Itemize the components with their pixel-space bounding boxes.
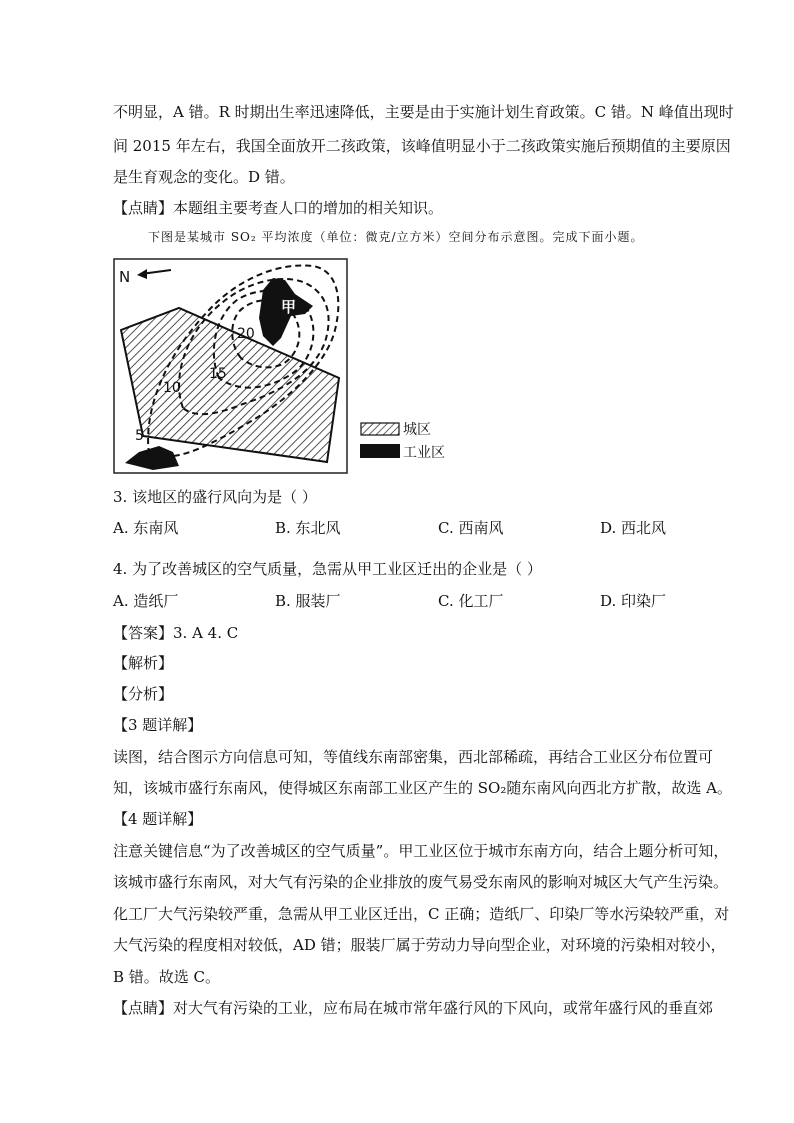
- question-3-option-a: A. 东南风: [113, 519, 179, 537]
- question-3-option-c: C. 西南风: [438, 519, 504, 537]
- question-4-option-d: D. 印染厂: [600, 592, 667, 610]
- figure-caption: 下图是某城市 SO₂ 平均浓度（单位：微克/立方米）空间分布示意图。完成下面小题。: [148, 230, 644, 244]
- text-line: 间 2015 年左右，我国全面放开二孩政策，该峰值明显小于二孩政策实施后预期值的主要原因: [113, 137, 731, 155]
- text-line: 【点睛】对大气有污染的工业，应布局在城市常年盛行风的下风向，或常年盛行风的垂直郊: [113, 999, 714, 1017]
- text-line: B 错。故选 C。: [113, 968, 221, 986]
- contour-label: 10: [163, 380, 181, 396]
- text-line: 该城市盛行东南风，对大气有污染的企业排放的废气易受东南风的影响对城区大气产生污染。: [113, 873, 729, 891]
- question-3-option-b: B. 东北风: [275, 519, 341, 537]
- answer-line: 【答案】3. A 4. C: [113, 624, 239, 642]
- analysis-heading: 【4 题详解】: [113, 810, 203, 828]
- legend-label-city: 城区: [403, 422, 431, 438]
- analysis-heading: 【分析】: [113, 685, 174, 703]
- question-3-stem: 3. 该地区的盛行风向为是（ ）: [113, 488, 317, 506]
- contour-label: 20: [237, 326, 255, 342]
- text-line: 知，该城市盛行东南风，使得城区东南部工业区产生的 SO₂随东南风向西北方扩散，故选 A。: [113, 779, 732, 797]
- so2-map: [113, 258, 348, 474]
- text-line: 注意关键信息“为了改善城区的空气质量”。甲工业区位于城市东南方向，结合上题分析可知，: [113, 842, 729, 860]
- text-line: 是生育观念的变化。D 错。: [113, 168, 295, 186]
- question-4-option-c: C. 化工厂: [438, 592, 504, 610]
- question-4-option-a: A. 造纸厂: [113, 592, 179, 610]
- so2-map-figure: [113, 258, 348, 474]
- text-line: 不明显，A 错。R 时期出生率迅速降低，主要是由于实施计划生育政策。C 错。N 峰值出现时: [113, 103, 734, 121]
- analysis-heading: 【解析】: [113, 654, 174, 672]
- question-3-option-d: D. 西北风: [600, 519, 667, 537]
- legend-swatch-city: [360, 421, 400, 435]
- question-4-option-b: B. 服装厂: [275, 592, 341, 610]
- industrial-label-jia: 甲: [281, 298, 297, 316]
- analysis-heading: 【3 题详解】: [113, 716, 203, 734]
- contour-label: 5: [135, 428, 144, 444]
- legend-label-industrial: 工业区: [403, 445, 445, 461]
- north-label: N: [119, 268, 131, 286]
- text-line: 大气污染的程度相对较低，AD 错；服装厂属于劳动力导向型企业，对环境的污染相对较小，: [113, 936, 726, 954]
- text-line: 【点睛】本题组主要考查人口的增加的相关知识。: [113, 199, 444, 217]
- contour-label: 15: [209, 366, 227, 382]
- text-line: 化工厂大气污染较严重，急需从甲工业区迁出，C 正确；造纸厂、印染厂等水污染较严重，对: [113, 905, 730, 923]
- question-4-stem: 4. 为了改善城区的空气质量，急需从甲工业区迁出的企业是（ ）: [113, 560, 542, 578]
- text-line: 读图，结合图示方向信息可知，等值线东南部密集，西北部稀疏，再结合工业区分布位置可: [113, 748, 714, 766]
- legend-swatch-industrial: [360, 444, 400, 458]
